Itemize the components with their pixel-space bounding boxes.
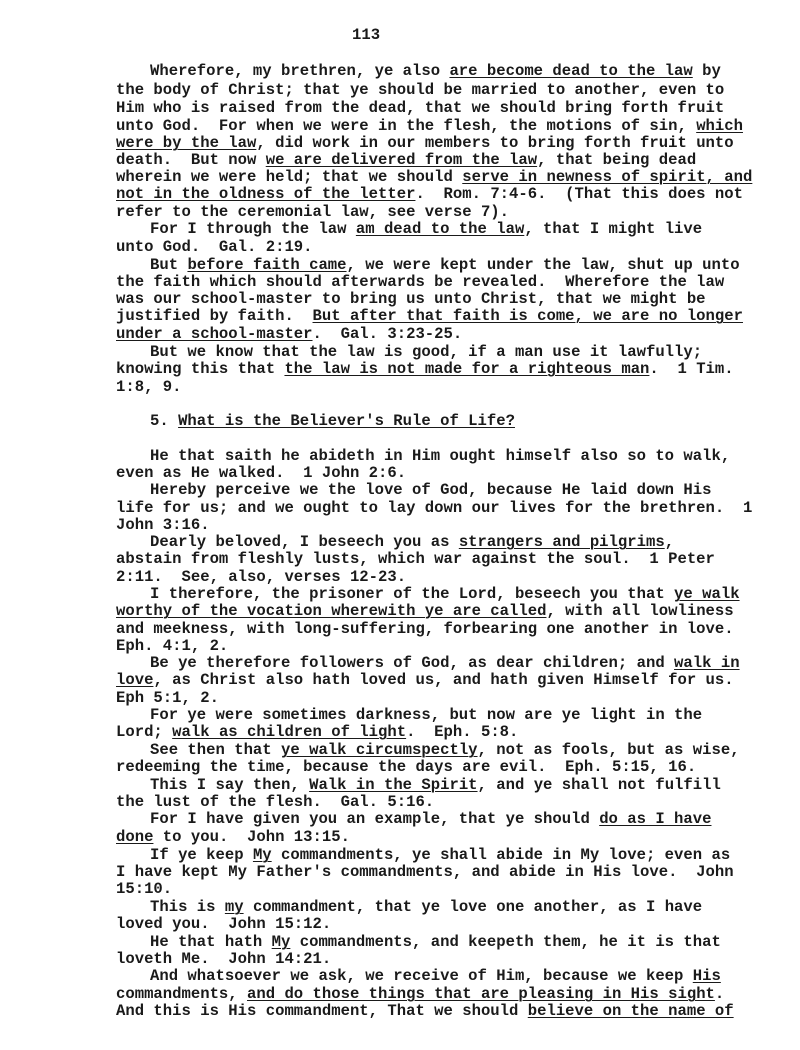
text-line — [116, 307, 743, 325]
text-segment: I therefore, the prisoner of the Lord, beseech you that — [150, 585, 675, 603]
text-segment: Lord; — [116, 723, 173, 741]
underlined-phrase: My — [271, 933, 291, 951]
text-segment: . Gal. 3:23-25. — [312, 325, 463, 343]
text-segment: But we know that the law is good, if a man use it lawfully; — [150, 343, 703, 361]
text-line — [116, 689, 219, 707]
text-segment: For I through the law — [150, 220, 356, 238]
text-segment: and meekness, with long-suffering, forbearing one another in love. — [116, 620, 734, 638]
text-line — [116, 360, 734, 378]
text-segment: refer to the ceremonial law, see verse 7). — [116, 203, 510, 221]
text-segment: wherein we were held; that we should — [116, 168, 463, 186]
text-segment: commandment, that ye love one another, as I have — [243, 898, 703, 916]
text-segment: the faith which should afterwards be revealed. Wherefore the law — [116, 273, 725, 291]
text-segment: For I have given you an example, that ye should — [150, 810, 600, 828]
text-segment: redeeming the time, because the days are evil. Eph. 5:15, 16. — [116, 758, 697, 776]
text-line — [116, 290, 706, 308]
underlined-phrase: His — [692, 967, 721, 985]
text-line — [116, 915, 331, 933]
text-segment: Wherefore, my brethren, ye also — [150, 62, 450, 80]
text-segment: He that hath — [150, 933, 272, 951]
underlined-phrase: believe on the name of — [527, 1002, 734, 1020]
underlined-phrase: serve in newness of spirit, and — [462, 168, 753, 186]
underlined-phrase: do as I have — [599, 810, 712, 828]
underlined-phrase: Walk in the Spirit — [309, 776, 478, 794]
text-line — [116, 793, 434, 811]
underlined-phrase: ye walk — [674, 585, 740, 603]
text-segment: Eph. 4:1, 2. — [116, 637, 229, 655]
underlined-phrase: walk in — [674, 654, 740, 672]
underlined-phrase: love — [116, 671, 154, 689]
underlined-phrase: strangers and pilgrims — [458, 533, 665, 551]
text-line — [116, 378, 182, 396]
text-line — [116, 499, 752, 517]
text-segment: commandments, and keepeth them, he it is that — [290, 933, 721, 951]
text-line — [150, 220, 702, 238]
text-segment: This I say then, — [150, 776, 310, 794]
text-segment: If ye keep — [150, 846, 253, 864]
text-segment: death. But now — [116, 151, 266, 169]
text-segment: even as He walked. 1 John 2:6. — [116, 464, 407, 482]
text-segment: , and ye shall not fulfill — [477, 776, 721, 794]
text-segment: This is — [150, 898, 225, 916]
text-line — [116, 238, 313, 256]
underlined-phrase: and do those things that are pleasing in His sight — [247, 985, 715, 1003]
text-line — [116, 151, 696, 169]
text-segment: , that I might live — [524, 220, 703, 238]
text-line — [150, 898, 702, 916]
underlined-phrase: which — [696, 117, 743, 135]
text-segment: 1:8, 9. — [116, 378, 182, 396]
text-line — [150, 62, 721, 80]
text-segment: commandments, — [116, 985, 248, 1003]
text-segment: knowing this that — [116, 360, 285, 378]
underlined-phrase: done — [116, 828, 154, 846]
text-segment: . 1 Tim. — [649, 360, 734, 378]
text-segment: unto God. Gal. 2:19. — [116, 238, 313, 256]
text-line — [116, 863, 734, 881]
text-segment: the lust of the flesh. Gal. 5:16. — [116, 793, 435, 811]
underlined-phrase: not in the oldness of the letter — [116, 185, 416, 203]
text-line — [116, 325, 462, 343]
underlined-phrase: My — [252, 846, 272, 864]
text-segment: life for us; and we ought to lay down our lives for the brethren. 1 — [116, 499, 753, 517]
text-segment: 15:10. — [116, 880, 173, 898]
underlined-phrase: under a school-master — [116, 325, 313, 343]
text-line — [116, 637, 228, 655]
text-segment: Dearly beloved, I beseech you as — [150, 533, 459, 551]
text-line — [116, 1002, 734, 1020]
text-line — [150, 481, 711, 499]
text-line — [116, 516, 210, 534]
text-line — [150, 343, 702, 361]
text-segment: And this is His commandment, That we should — [116, 1002, 528, 1020]
text-line — [116, 620, 734, 638]
text-segment: , did work in our members to bring forth fruit unto — [256, 134, 734, 152]
text-line — [150, 654, 740, 672]
underlined-phrase: walk as children of light — [172, 723, 407, 741]
text-line — [116, 880, 172, 898]
text-line — [116, 758, 696, 776]
text-segment: But — [150, 256, 188, 274]
text-segment: Eph 5:1, 2. — [116, 689, 219, 707]
text-segment: , with all lowliness — [546, 602, 734, 620]
text-segment: . Rom. 7:4-6. (That this does not — [415, 185, 743, 203]
text-line — [150, 533, 674, 551]
text-line — [116, 985, 724, 1003]
page-number: 113 — [352, 26, 381, 44]
text-line — [116, 203, 509, 221]
text-segment: Hereby perceive we the love of God, because He laid down His — [150, 481, 712, 499]
text-segment: 5. — [150, 412, 179, 430]
text-segment: commandments, ye shall abide in My love; even as — [271, 846, 731, 864]
underlined-phrase: are become dead to the law — [449, 62, 693, 80]
underlined-phrase: were by the law — [116, 134, 257, 152]
text-segment: Him who is raised from the dead, that we should bring forth fruit — [116, 99, 725, 117]
text-line — [116, 602, 734, 620]
text-line — [150, 256, 740, 274]
text-segment: , that being dead — [537, 151, 697, 169]
text-line — [116, 134, 734, 152]
text-line — [116, 185, 743, 203]
text-line — [150, 585, 740, 603]
text-line — [116, 99, 724, 117]
text-line — [150, 706, 702, 724]
text-line — [116, 168, 752, 186]
text-segment: was our school-master to bring us unto Christ, that we might be — [116, 290, 706, 308]
text-segment: John 3:16. — [116, 516, 210, 534]
text-line — [116, 828, 350, 846]
text-segment: , as Christ also hath loved us, and hath given Himself for us. — [153, 671, 734, 689]
text-line — [150, 933, 721, 951]
text-segment: . — [714, 985, 725, 1003]
text-segment: abstain from fleshly lusts, which war against the soul. 1 Peter — [116, 550, 715, 568]
text-line — [116, 568, 406, 586]
text-line — [150, 741, 740, 759]
text-line — [150, 846, 730, 864]
text-segment: the body of Christ; that ye should be married to another, even to — [116, 81, 725, 99]
text-line — [116, 671, 734, 689]
text-segment: I have kept My Father's commandments, and abide in His love. John — [116, 863, 734, 881]
text-line — [116, 950, 331, 968]
text-line — [150, 412, 515, 430]
text-line — [150, 447, 730, 465]
underlined-phrase: worthy of the vocation wherewith ye are called — [116, 602, 547, 620]
text-line — [116, 81, 724, 99]
text-line — [116, 273, 724, 291]
text-line — [150, 967, 721, 985]
text-segment: justified by faith. — [116, 307, 313, 325]
text-segment: For ye were sometimes darkness, but now are ye light in the — [150, 706, 703, 724]
underlined-phrase: What is the Believer's Rule of Life? — [178, 412, 515, 430]
text-segment: 2:11. See, also, verses 12-23. — [116, 568, 407, 586]
text-segment: loved you. John 15:12. — [116, 915, 332, 933]
text-segment: See then that — [150, 741, 282, 759]
text-segment: Be ye therefore followers of God, as dear children; and — [150, 654, 675, 672]
underlined-phrase: my — [224, 898, 244, 916]
underlined-phrase: before faith came — [187, 256, 347, 274]
text-segment: loveth Me. John 14:21. — [116, 950, 332, 968]
text-line — [150, 776, 721, 794]
text-segment: , not as fools, but as wise, — [477, 741, 740, 759]
underlined-phrase: ye walk circumspectly — [281, 741, 478, 759]
text-line — [150, 810, 711, 828]
underlined-phrase: we are delivered from the law — [265, 151, 538, 169]
text-line — [116, 550, 715, 568]
underlined-phrase: am dead to the law — [355, 220, 525, 238]
text-segment: He that saith he abideth in Him ought himself also so to walk, — [150, 447, 731, 465]
text-segment: by — [692, 62, 721, 80]
text-line — [116, 117, 743, 135]
underlined-phrase: the law is not made for a righteous man — [284, 360, 650, 378]
text-segment: to you. John 13:15. — [153, 828, 350, 846]
text-line — [116, 723, 518, 741]
text-segment: , — [664, 533, 675, 551]
text-segment: . Eph. 5:8. — [406, 723, 519, 741]
text-segment: And whatsoever we ask, we receive of Him, because we keep — [150, 967, 693, 985]
text-line — [116, 464, 406, 482]
text-segment: , we were kept under the law, shut up unto — [346, 256, 740, 274]
text-segment: unto God. For when we were in the flesh, the motions of sin, — [116, 117, 697, 135]
underlined-phrase: But after that faith is come, we are no longer — [312, 307, 743, 325]
